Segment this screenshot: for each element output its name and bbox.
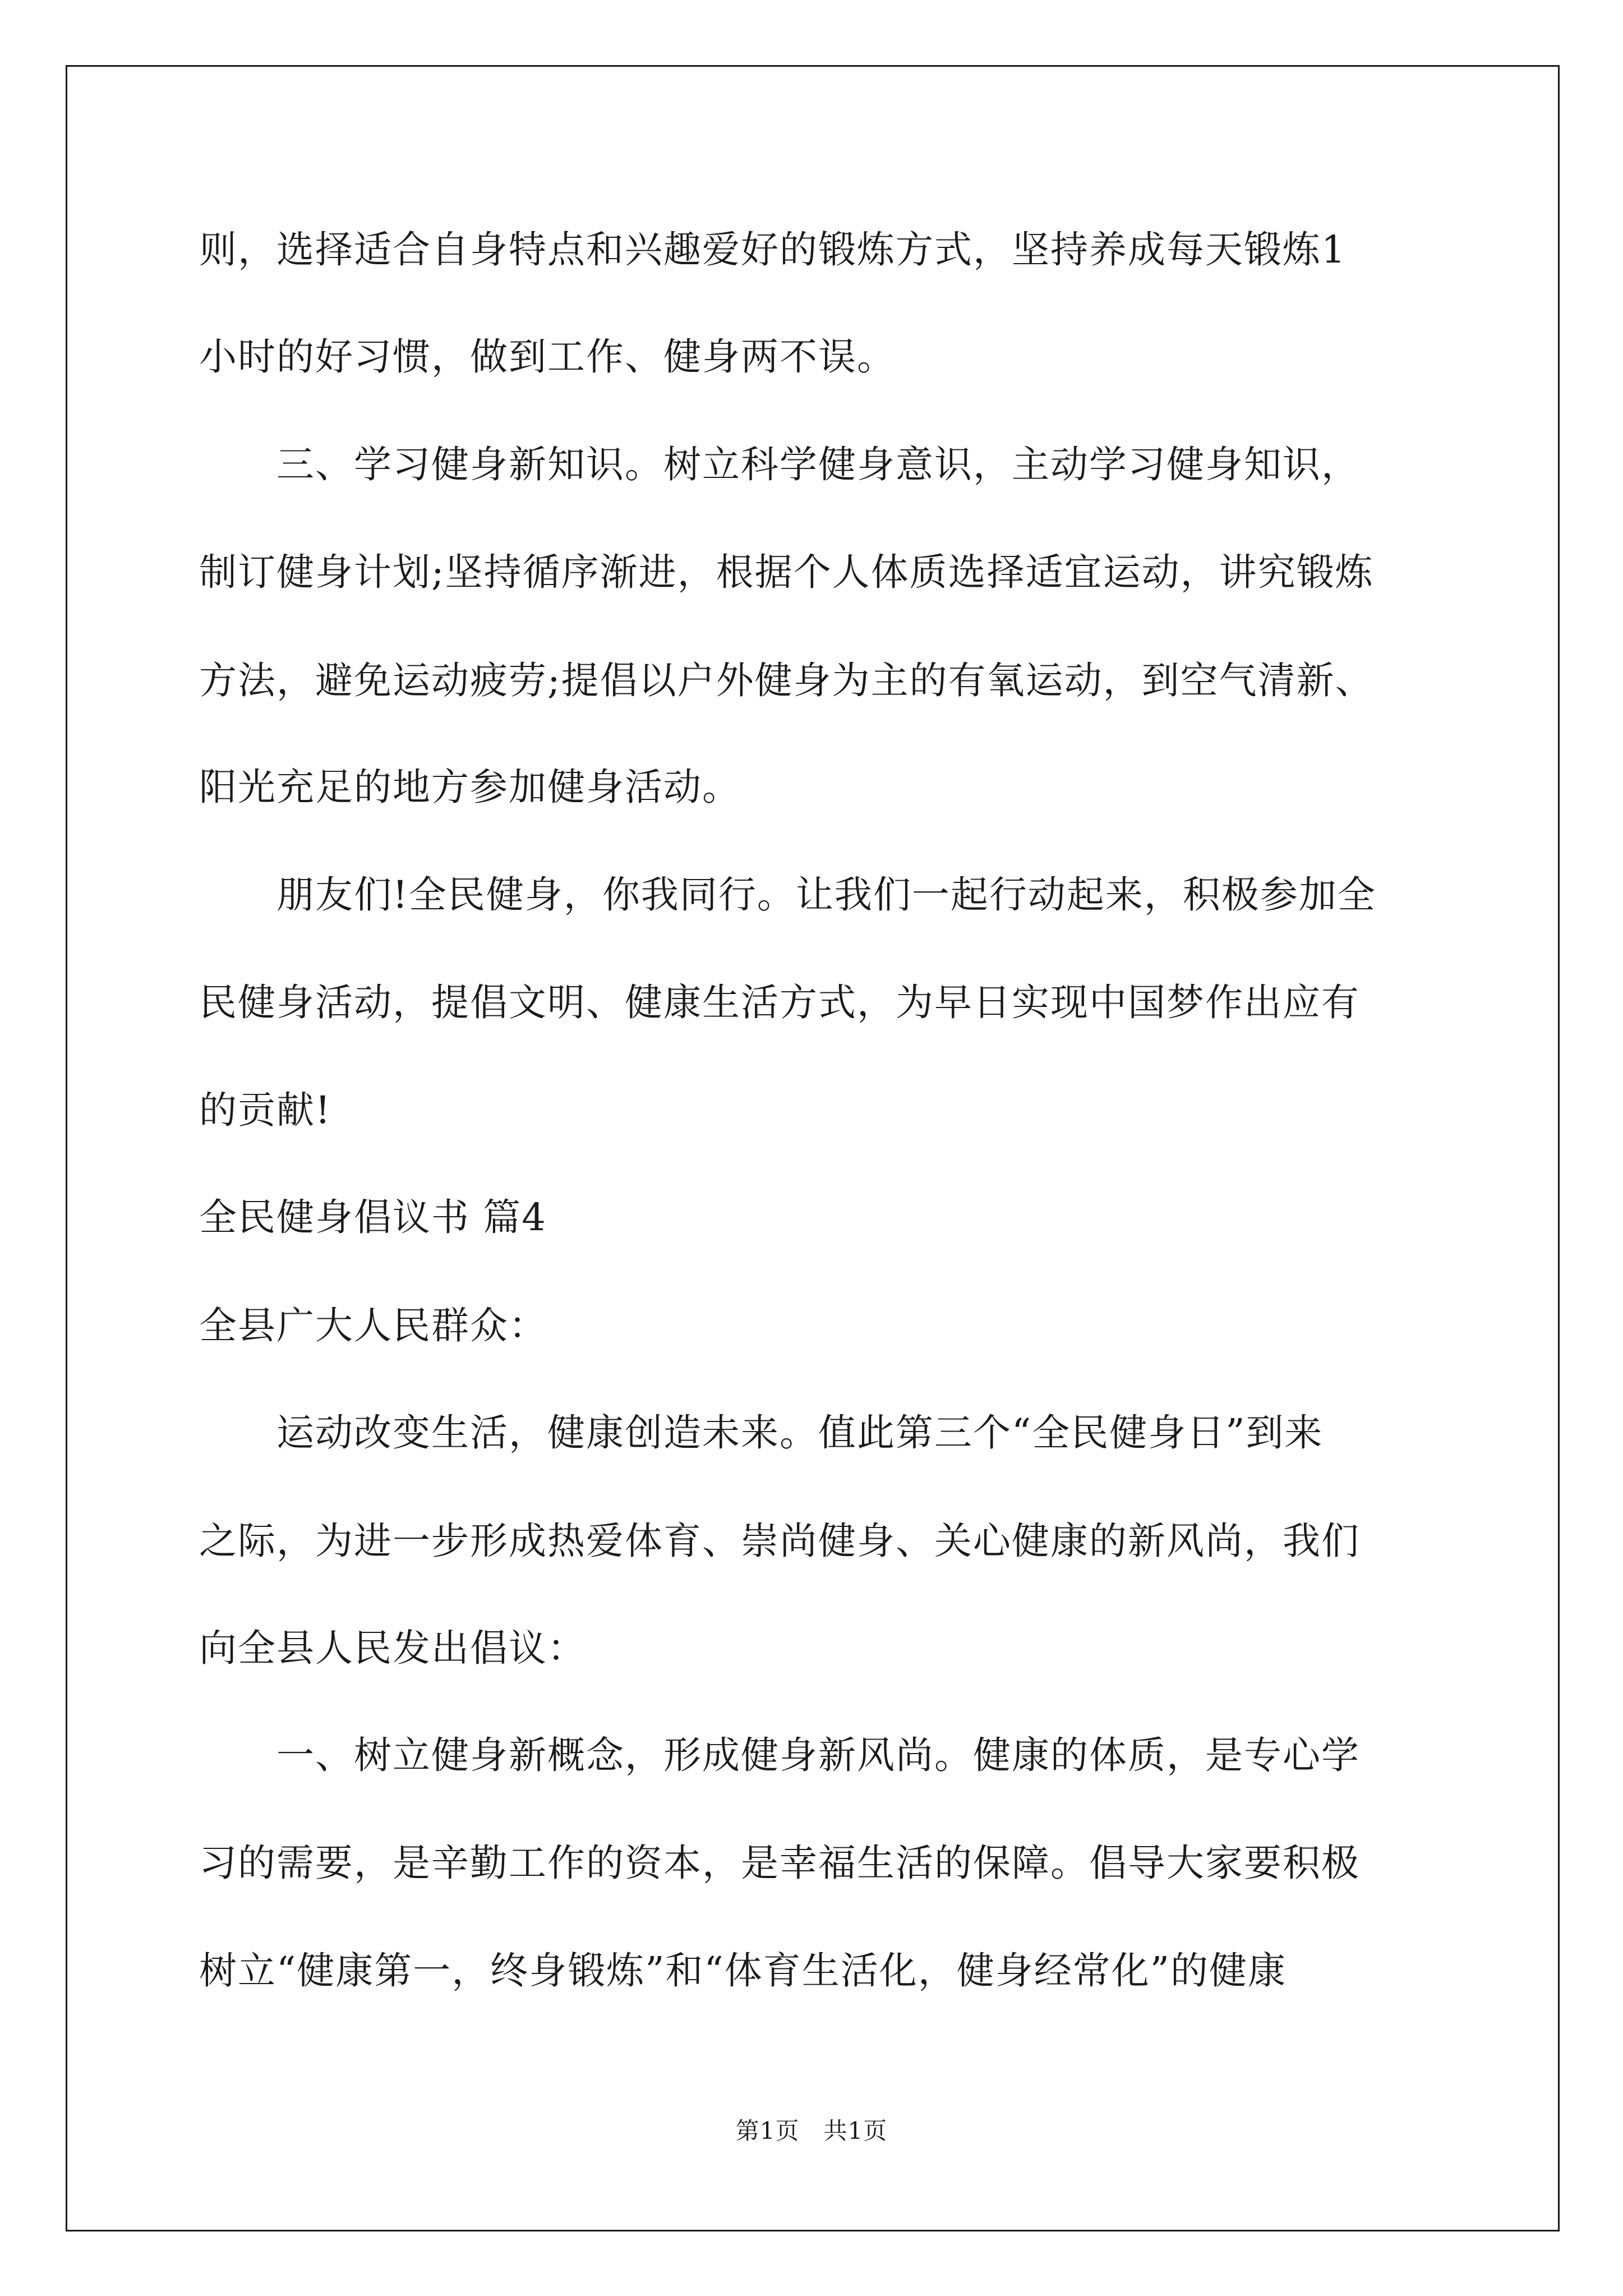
text-line: 方法，避免运动疲劳;提倡以户外健身为主的有氧运动，到空气清新、: [199, 659, 1374, 702]
section-heading: 全民健身倡议书 篇4: [199, 1195, 547, 1239]
text-line: 则，选择适合自身特点和兴趣爱好的锻炼方式，坚持养成每天锻炼1: [199, 228, 1347, 272]
text-line: 朋友们!全民健身，你我同行。让我们一起行动起来，积极参加全: [199, 873, 1376, 917]
text-line: 向全县人民发出倡议：: [199, 1626, 586, 1670]
page-footer: 第1页 共1页: [735, 2117, 888, 2145]
text-line: 一、树立健身新概念，形成健身新风尚。健康的体质，是专心学: [199, 1733, 1360, 1777]
salutation: 全县广大人民群众：: [199, 1304, 547, 1347]
text-line: 阳光充足的地方参加健身活动。: [199, 765, 741, 809]
text-line: 小时的好习惯，做到工作、健身两不误。: [199, 335, 896, 379]
page-border: [66, 65, 1560, 2231]
text-line: 之际，为进一步形成热爱体育、崇尚健身、关心健康的新风尚，我们: [199, 1519, 1360, 1563]
text-line: 的贡献!: [199, 1088, 331, 1132]
text-line: 习的需要，是辛勤工作的资本，是幸福生活的保障。倡导大家要积极: [199, 1841, 1360, 1885]
text-line: 树立“健康第一，终身锻炼”和“体育生活化，健身经常化”的健康: [199, 1949, 1287, 1993]
text-line: 民健身活动，提倡文明、健康生活方式，为早日实现中国梦作出应有: [199, 981, 1360, 1024]
text-line: 三、学习健身新知识。树立科学健身意识，主动学习健身知识，: [199, 443, 1360, 486]
text-line: 运动改变生活，健康创造未来。值此第三个“全民健身日”到来: [199, 1411, 1324, 1455]
text-line: 制订健身计划;坚持循序渐进，根据个人体质选择适宜运动，讲究锻炼: [199, 550, 1374, 594]
